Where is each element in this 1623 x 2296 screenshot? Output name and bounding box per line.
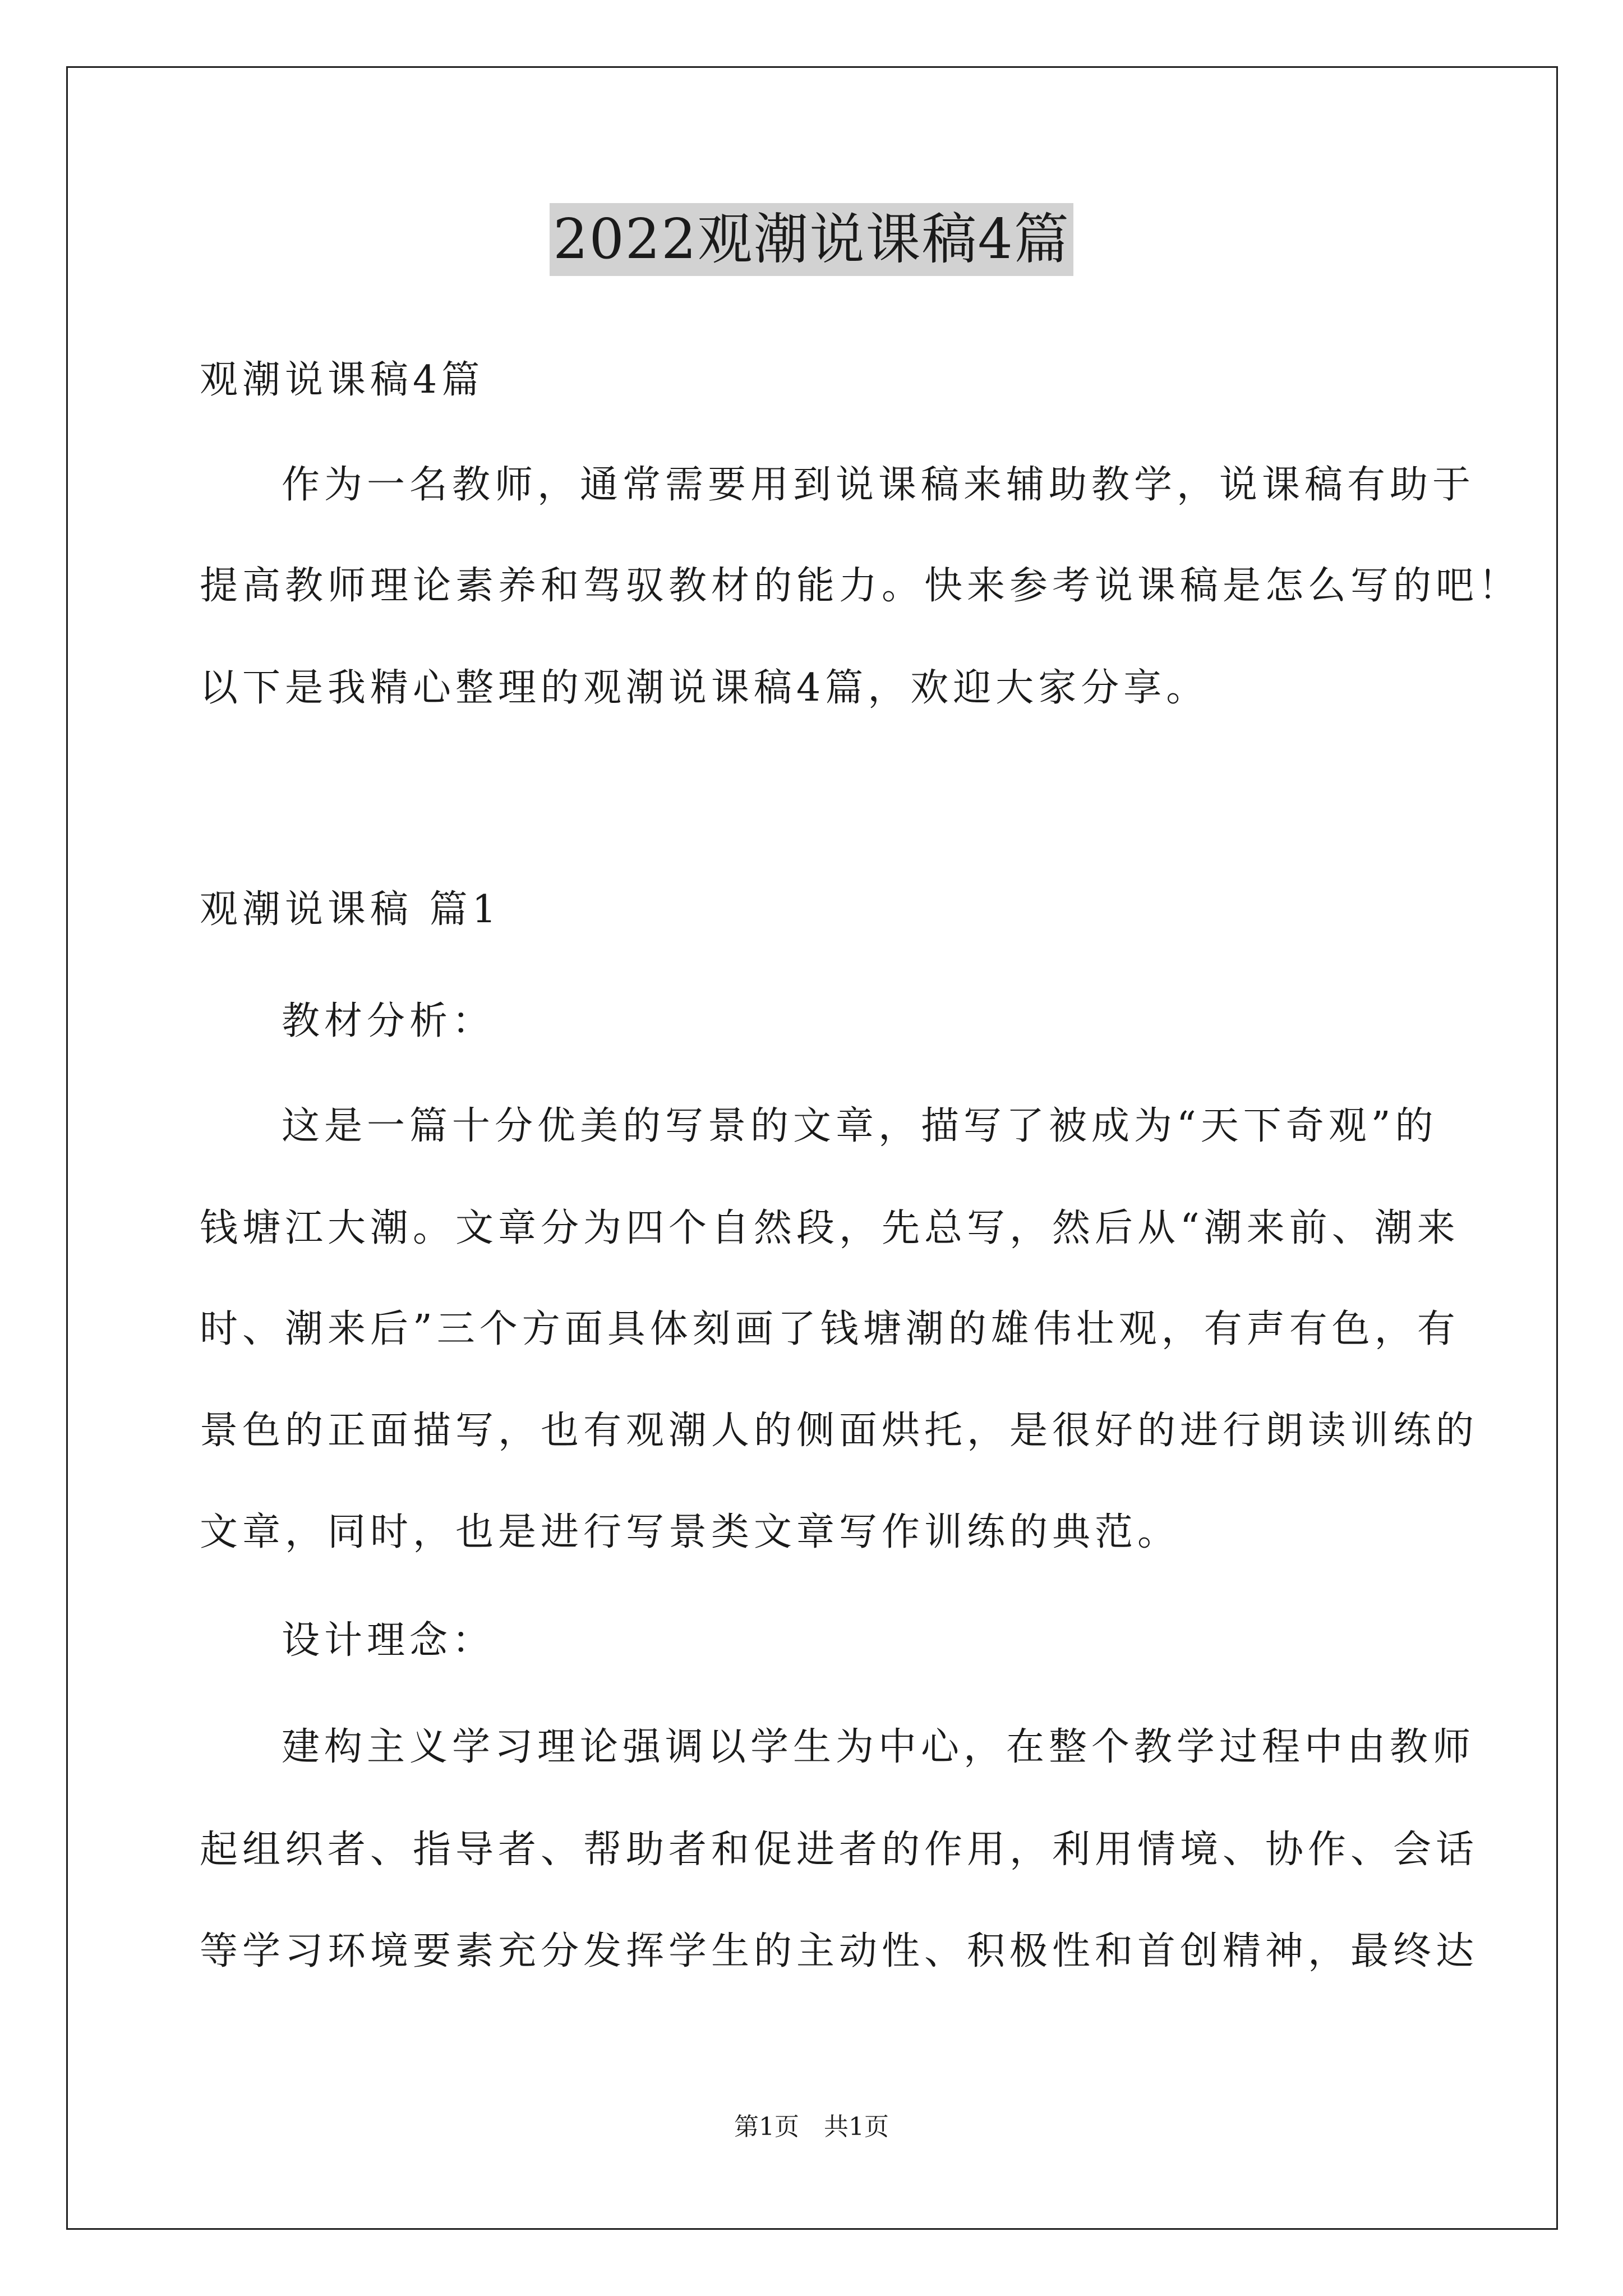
paragraph-line: 起组织者、指导者、帮助者和促进者的作用，利用情境、协作、会话 [200,1828,1479,1872]
intro-line-1: 作为一名教师，通常需要用到说课稿来辅助教学，说课稿有助于 [282,463,1476,507]
paragraph-line: 等学习环境要素充分发挥学生的主动性、积极性和首创精神，最终达 [200,1929,1479,1973]
title-block [0,203,1623,276]
paragraph-line: 文章，同时，也是进行写景类文章写作训练的典范。 [200,1510,1181,1554]
document-title: 2022观潮说课稿4篇 [550,203,1073,276]
subheading-analysis: 教材分析： [282,999,495,1043]
paragraph-line: 这是一篇十分优美的写景的文章，描写了被成为“天下奇观”的 [282,1104,1438,1148]
paragraph-line: 时、潮来后”三个方面具体刻画了钱塘潮的雄伟壮观，有声有色，有 [200,1307,1460,1351]
subheading-design: 设计理念： [282,1618,495,1663]
subtitle: 观潮说课稿4篇 [200,358,485,402]
section-heading: 观潮说课稿 篇1 [200,887,501,932]
paragraph-line: 钱塘江大潮。文章分为四个自然段，先总写，然后从“潮来前、潮来 [200,1206,1460,1250]
intro-line-3: 以下是我精心整理的观潮说课稿4篇，欢迎大家分享。 [200,666,1209,710]
intro-line-2: 提高教师理论素养和驾驭教材的能力。快来参考说课稿是怎么写的吧！ [200,564,1521,608]
paragraph-line: 景色的正面描写，也有观潮人的侧面烘托，是很好的进行朗读训练的 [200,1409,1479,1453]
page-footer: 第1页 共1页 [734,2113,889,2141]
paragraph-line: 建构主义学习理论强调以学生为中心，在整个教学过程中由教师 [282,1725,1476,1769]
